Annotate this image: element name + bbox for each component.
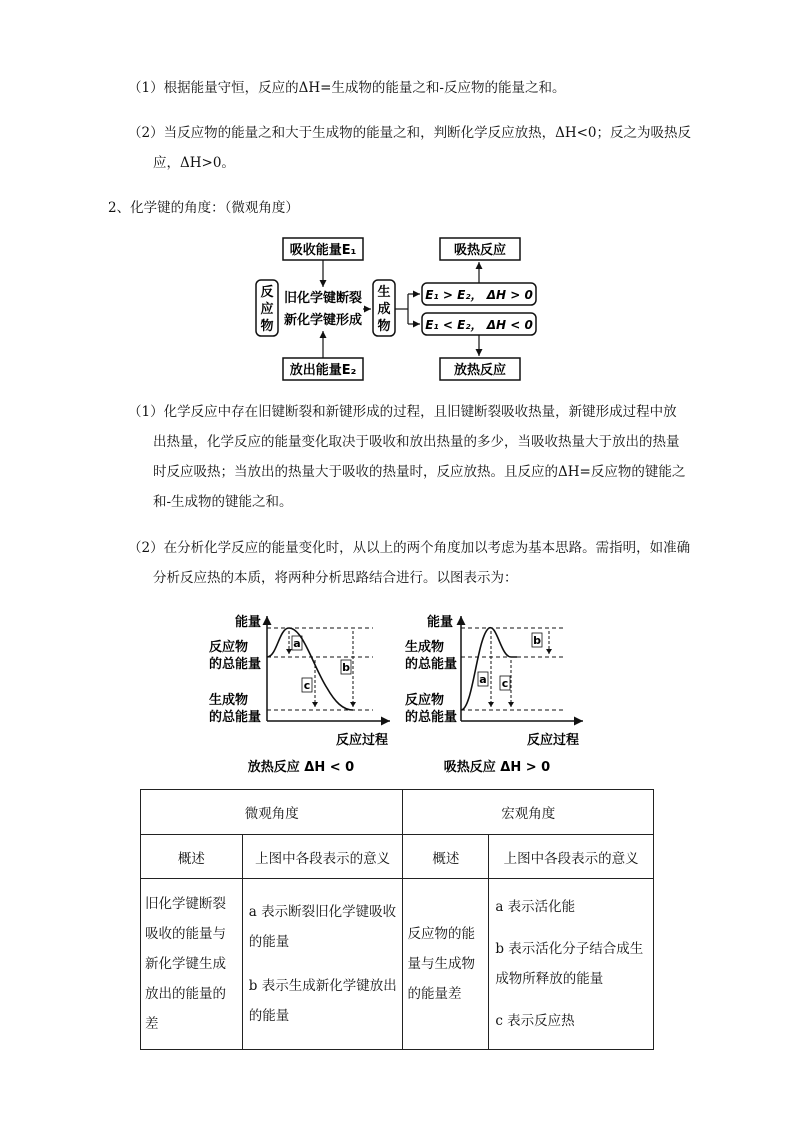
svg-text:成: 成 (377, 302, 391, 317)
micro-segment-b: b 表示生成新化学键放出的能量 (248, 978, 397, 1024)
macro-segment-c: c 表示反应热 (495, 1013, 575, 1029)
svg-text:的总能量: 的总能量 (209, 710, 262, 725)
paragraph-1: （1）根据能量守恒，反应的ΔH=生成物的能量之和-反应物的能量之和。 (128, 80, 566, 96)
svg-text:c: c (501, 677, 509, 690)
endothermic-result: 吸热反应 (453, 243, 507, 258)
paragraph-3-line-1: （1）化学反应中存在旧键断裂和新键形成的过程，且旧键断裂吸收热量，新键形成过程中放 (128, 404, 677, 420)
svg-text:反应物: 反应物 (209, 640, 249, 655)
macro-segment-a: a 表示活化能 (495, 899, 576, 915)
endothermic-condition: E₁ > E₂， ΔH > 0 (425, 288, 533, 302)
paragraph-3-line-2: 出热量，化学反应的能量变化取决于吸收和放出热量的多少，当吸收热量大于放出的热量 (153, 434, 680, 450)
svg-text:a: a (479, 673, 487, 686)
energy-profile-graphs (205, 606, 590, 778)
micro-segment-a: a 表示断裂旧化学键吸收的能量 (248, 904, 397, 950)
macro-meaning (489, 879, 654, 1050)
release-energy-label: 放出能量E₂ (289, 363, 357, 378)
micro-overview: 旧化学键断裂吸收的能量与新化学键生成放出的能量的差 (141, 879, 243, 1050)
bond-break-label: 旧化学键断裂 (283, 291, 363, 306)
paragraph-4-line-1: （2）在分析化学反应的能量变化时，从以上的两个角度加以考虑为基本思路。需指明，如准确 (128, 540, 691, 556)
paragraph-3-line-4: 和-生成物的键能之和。 (153, 494, 293, 510)
svg-text:生: 生 (377, 285, 391, 300)
svg-text:b: b (342, 661, 350, 674)
endothermic-graph (405, 614, 583, 775)
svg-text:反应过程: 反应过程 (527, 733, 580, 748)
micro-header: 微观角度 (141, 790, 403, 835)
svg-text:物: 物 (377, 319, 391, 334)
exothermic-graph (209, 614, 390, 775)
overview-header-macro: 概述 (403, 835, 489, 879)
meaning-header-micro: 上图中各段表示的意义 (242, 835, 403, 879)
macro-segment-b: b 表示活化分子结合成生成物所释放的能量 (495, 941, 644, 987)
paragraph-4-line-2: 分析反应热的本质，将两种分析思路结合进行。以图表示为： (153, 570, 518, 586)
svg-text:应: 应 (260, 302, 274, 317)
svg-text:的总能量: 的总能量 (405, 710, 458, 725)
svg-text:生成物: 生成物 (209, 693, 249, 708)
svg-text:反应物: 反应物 (405, 693, 445, 708)
x-axis-label: 反应过程 (336, 733, 389, 748)
svg-text:的总能量: 的总能量 (209, 657, 262, 672)
macro-header: 宏观角度 (403, 790, 654, 835)
paragraph-2-line-2: 应，ΔH>0。 (153, 155, 235, 171)
macro-overview: 反应物的能量与生成物的能量差 (403, 879, 489, 1050)
exothermic-condition: E₁ < E₂， ΔH < 0 (425, 318, 533, 332)
exothermic-caption: 放热反应 ΔH < 0 (247, 760, 355, 775)
svg-text:b: b (533, 634, 541, 647)
meaning-header-macro: 上图中各段表示的意义 (489, 835, 654, 879)
bond-form-label: 新化学键形成 (283, 313, 363, 328)
comparison-table (140, 789, 654, 1050)
svg-text:反: 反 (260, 285, 274, 300)
svg-text:物: 物 (260, 319, 274, 334)
overview-header-micro: 概述 (141, 835, 243, 879)
paragraph-2-line-1: （2）当反应物的能量之和大于生成物的能量之和，判断化学反应放热，ΔH<0；反之为吸热反 (128, 125, 692, 141)
svg-text:a: a (293, 637, 301, 650)
absorb-energy-label: 吸收能量E₁ (289, 243, 357, 258)
bond-energy-diagram (250, 232, 545, 382)
section-heading-bond-angle: 2、化学键的角度：（微观角度） (108, 200, 299, 216)
svg-text:的总能量: 的总能量 (405, 657, 458, 672)
svg-text:能量: 能量 (427, 615, 454, 630)
svg-text:c: c (303, 679, 311, 692)
micro-meaning (242, 879, 403, 1050)
exothermic-result: 放热反应 (453, 363, 507, 378)
y-axis-label: 能量 (235, 615, 262, 630)
svg-text:生成物: 生成物 (405, 640, 445, 655)
endothermic-caption: 吸热反应 ΔH > 0 (443, 760, 551, 775)
paragraph-3-line-3: 时反应吸热；当放出的热量大于吸收的热量时，反应放热。且反应的ΔH=反应物的键能之 (153, 464, 686, 480)
